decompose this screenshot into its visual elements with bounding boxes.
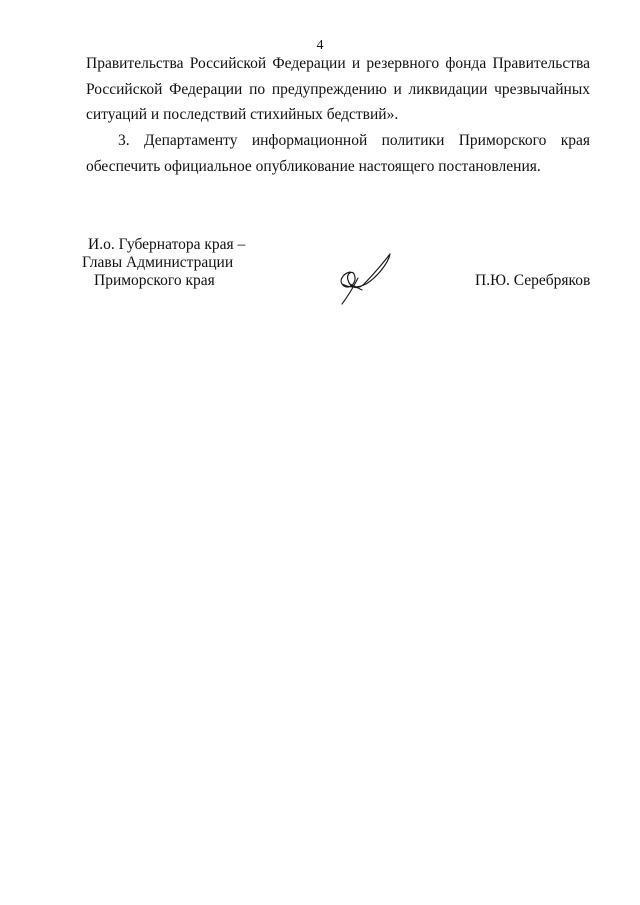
signatory-name: П.Ю. Серебряков <box>475 272 591 289</box>
paragraph-line: 3. Департаменту информационной политики Приморского края <box>118 132 590 149</box>
paragraph-line: Российской Федерации по предупреждению и ликвидации чрезвычайных <box>86 81 590 98</box>
paragraph-line: ситуаций и последствий стихийных бедствий». <box>86 106 399 123</box>
signatory-position-line: Приморского края <box>94 272 215 289</box>
handwritten-signature <box>328 244 396 308</box>
paragraph-line: Правительства Российской Федерации и резервного фонда Правительства <box>86 55 590 72</box>
page-number: 4 <box>316 38 324 53</box>
paragraph-line: обеспечить официальное опубликование настоящего постановления. <box>86 158 541 175</box>
signatory-position-line: И.о. Губернатора края – <box>88 236 246 253</box>
signatory-position-line: Главы Администрации <box>82 254 234 271</box>
